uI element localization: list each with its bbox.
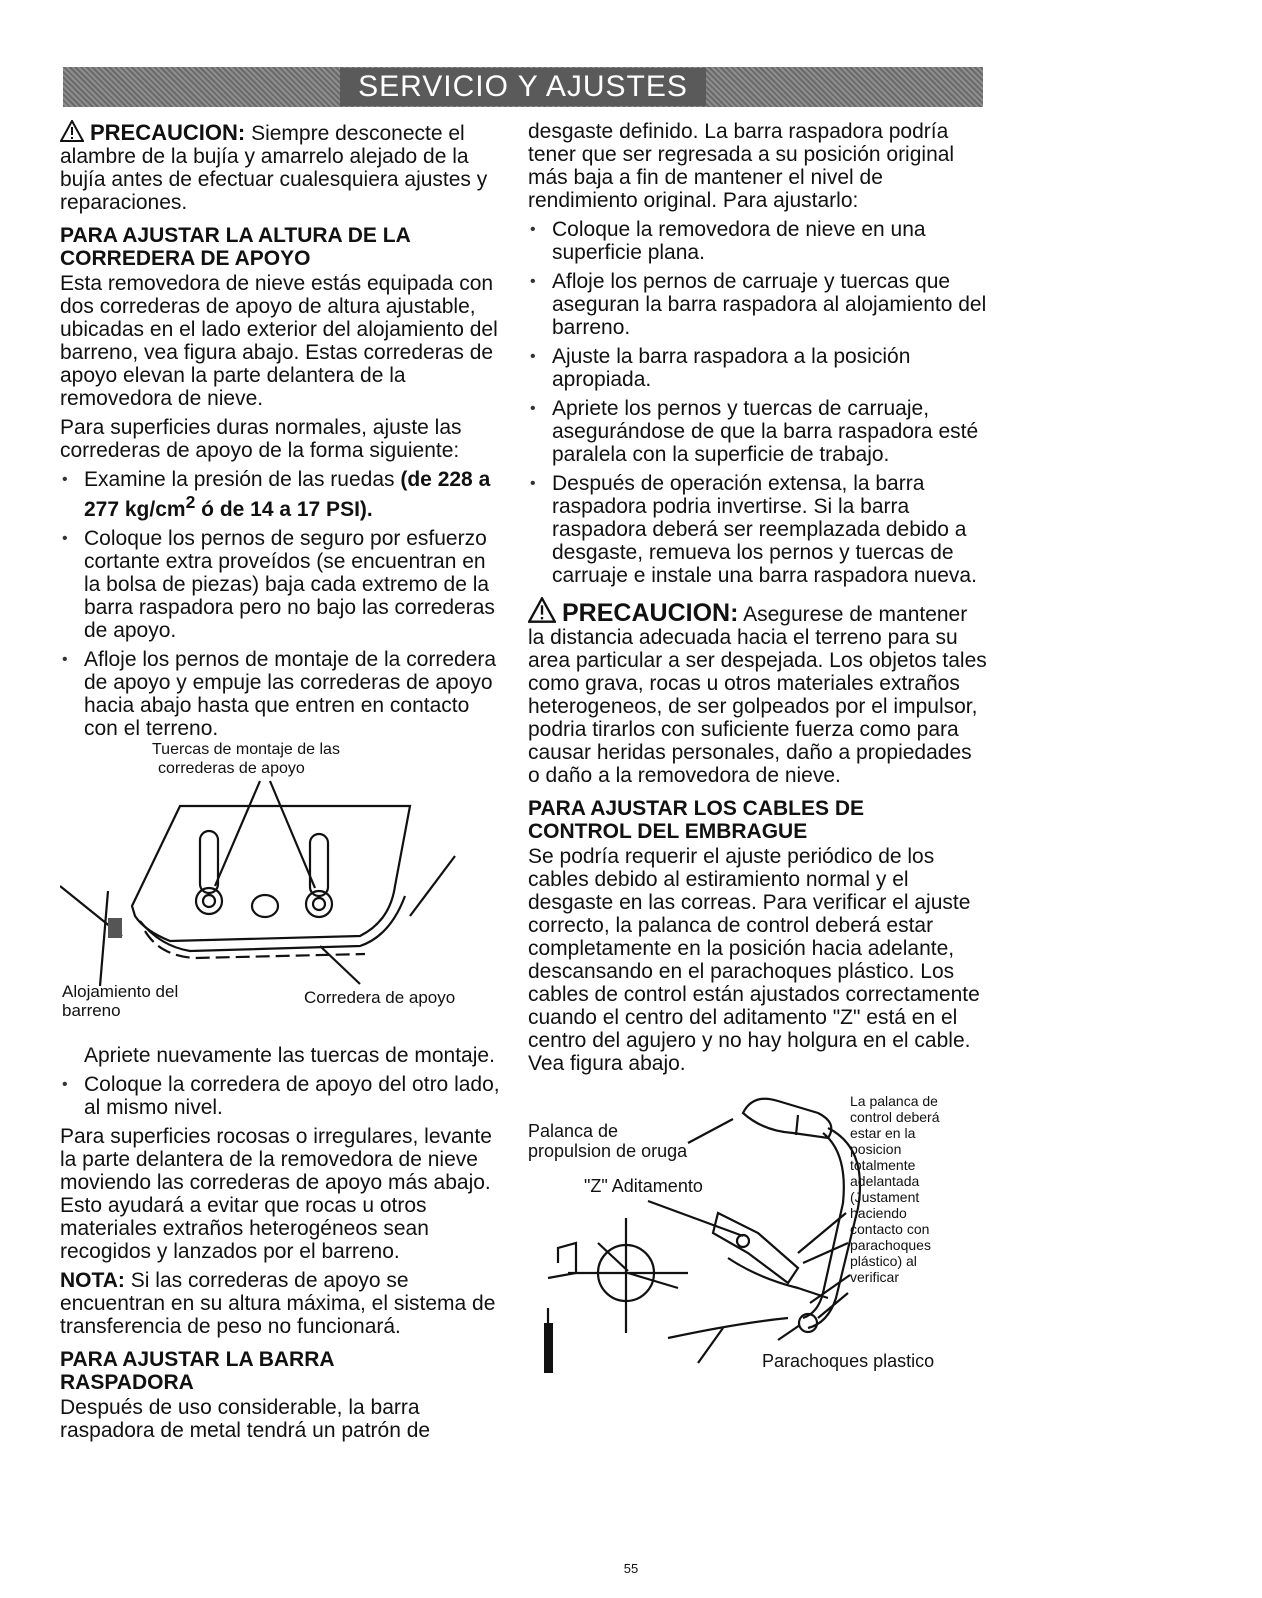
caution-paragraph-1 — [60, 120, 500, 214]
figure-note-lever-position: La palanca de control deberá estar en la posicion totalmente adelantada (Justament haciendo contacto con parachoques plástico) al verificar — [850, 1093, 940, 1285]
list-item: • Coloque la removedora de nieve en una superficie plana. — [528, 218, 988, 264]
list-item: • Coloque los pernos de seguro por esfuerzo cortante extra proveídos (se encuentran en la bolsa de piezas) baja cada extremo de la barra raspadora pero no bajo las correderas de apoyo. — [60, 527, 500, 642]
list-item: • Después de operación extensa, la barra raspadora podria invertirse. Si la barra raspadora deberá ser reemplazada debido a desgaste, remueva los pernos y tuercas de carruaje e instale una barra raspadora nueva. — [528, 472, 988, 587]
caution-label: PRECAUCION: — [562, 599, 739, 627]
figure-label-nuts: Tuercas de montaje de las correderas de apoyo — [152, 741, 340, 777]
figure-label-housing: Alojamiento del barreno — [62, 982, 179, 1020]
right-column — [528, 120, 988, 1378]
rocky-surface-paragraph: Para superficies rocosas o irregulares, levante la parte delantera de la removedora de nieve moviendo las correderas de apoyo más abajo. Esto ayudará a evitar que rocas u otros materiales extraños heterogéneos sean recogidos y lanzados por el barreno. — [60, 1125, 492, 1263]
hard-surface-paragraph: Para superficies duras normales, ajuste las correderas de apoyo de la forma siguiente: — [60, 416, 462, 462]
figure-label-lever: Palanca de propulsion de oruga — [528, 1121, 688, 1161]
skid-intro-paragraph: Esta removedora de nieve estás equipada con dos correderas de apoyo de altura ajustable, ubicadas en el lado exterior del alojamiento del barreno, vea figura abajo. Estas correderas de apoyo elevan la parte delantera de la removedora de nieve. — [60, 272, 498, 410]
figure-label-skid: Corredera de apoyo — [304, 988, 456, 1007]
list-item: • Ajuste la barra raspadora a la posición apropiada. — [528, 345, 988, 391]
list-item: • Examine la presión de las ruedas (de 228 a 277 $kg/cm^2$ ó de 14 a 17 PSI). — [60, 468, 500, 521]
list-item: • Coloque la corredera de apoyo del otro lado, al mismo nivel. — [60, 1073, 500, 1119]
section-heading-shave-plate: PARA AJUSTAR LA BARRA RASPADORA — [60, 1348, 335, 1394]
figure-label-bumper: Parachoques plastico — [762, 1351, 935, 1371]
figure-label-z-fitting: "Z" Aditamento — [584, 1176, 703, 1196]
warning-triangle-icon — [60, 120, 84, 142]
caution-label: PRECAUCION: — [90, 120, 246, 145]
left-column — [60, 120, 500, 1448]
caution-text: Asegurese de mantener la distancia adecuada hacia el terreno para su area particular a ser despejada. Los objetos tales como grava, rocas u otros materiales extraños heterogeneos, de ser golpeados por el impulsor, podria tirarlos con suficiente fuerza como para causar heridas personales, daño a propiedades o daño a la removedora de nieve. — [528, 603, 987, 787]
list-item: • Afloje los pernos de montaje de la corredera de apoyo y empuje las correderas de apoyo hacia abajo hasta que entren en contacto con el terreno. — [60, 648, 500, 740]
shave-plate-steps-list — [528, 218, 988, 587]
skid-steps-list — [60, 468, 500, 740]
skid-steps-list-2 — [60, 1073, 500, 1119]
section-banner — [63, 67, 983, 107]
section-title: SERVICIO Y AJUSTES — [340, 68, 706, 106]
skid-shoe-figure — [60, 741, 500, 1036]
section-heading-clutch-cables: PARA AJUSTAR LOS CABLES DE CONTROL DEL EMBRAGUE — [528, 797, 865, 843]
note-paragraph: NOTA: Si las correderas de apoyo se encuentran en su altura máxima, el sistema de transferencia de peso no funcionará. — [60, 1269, 496, 1338]
list-item: • Apriete los pernos y tuercas de carruaje, asegurándose de que la barra raspadora esté paralela con la superficie de trabajo. — [528, 397, 988, 466]
caution-text: Siempre desconecte el alambre de la bujía y amarrelo alejado de la bujía antes de efectuar cualesquiera ajustes y reparaciones. — [60, 122, 488, 214]
list-item: • Afloje los pernos de carruaje y tuercas que aseguran la barra raspadora al alojamiento del barreno. — [528, 270, 988, 339]
clutch-cables-paragraph: Se podría requerir el ajuste periódico de los cables debido al estiramiento normal y el desgaste en las correas. Para verificar el ajuste correcto, la palanca de control deberá estar completamente en la posición hacia adelante, descansando en el parachoques plástico. Los cables de control están ajustados correctamente cuando el centro del aditamento "Z" está en el centro del agujero y no hay holgura en el cable. Vea figura abajo. — [528, 845, 980, 1075]
warning-triangle-icon — [528, 597, 556, 623]
retighten-paragraph: Apriete nuevamente las tuercas de montaje. — [84, 1044, 495, 1067]
section-heading-skid-height: PARA AJUSTAR LA ALTURA DE LA CORREDERA DE APOYO — [60, 224, 411, 270]
shave-plate-continued-paragraph: desgaste definido. La barra raspadora podría tener que ser regresada a su posición original más baja a fin de mantener el nivel de rendimiento original. Para ajustarlo: — [528, 120, 955, 212]
control-lever-figure — [528, 1093, 988, 1378]
caution-paragraph-2 — [528, 597, 988, 787]
note-label: NOTA: — [60, 1269, 125, 1292]
shave-plate-paragraph: Después de uso considerable, la barra raspadora de metal tendrá un patrón de — [60, 1396, 431, 1442]
page-number: 55 — [623, 1561, 639, 1576]
